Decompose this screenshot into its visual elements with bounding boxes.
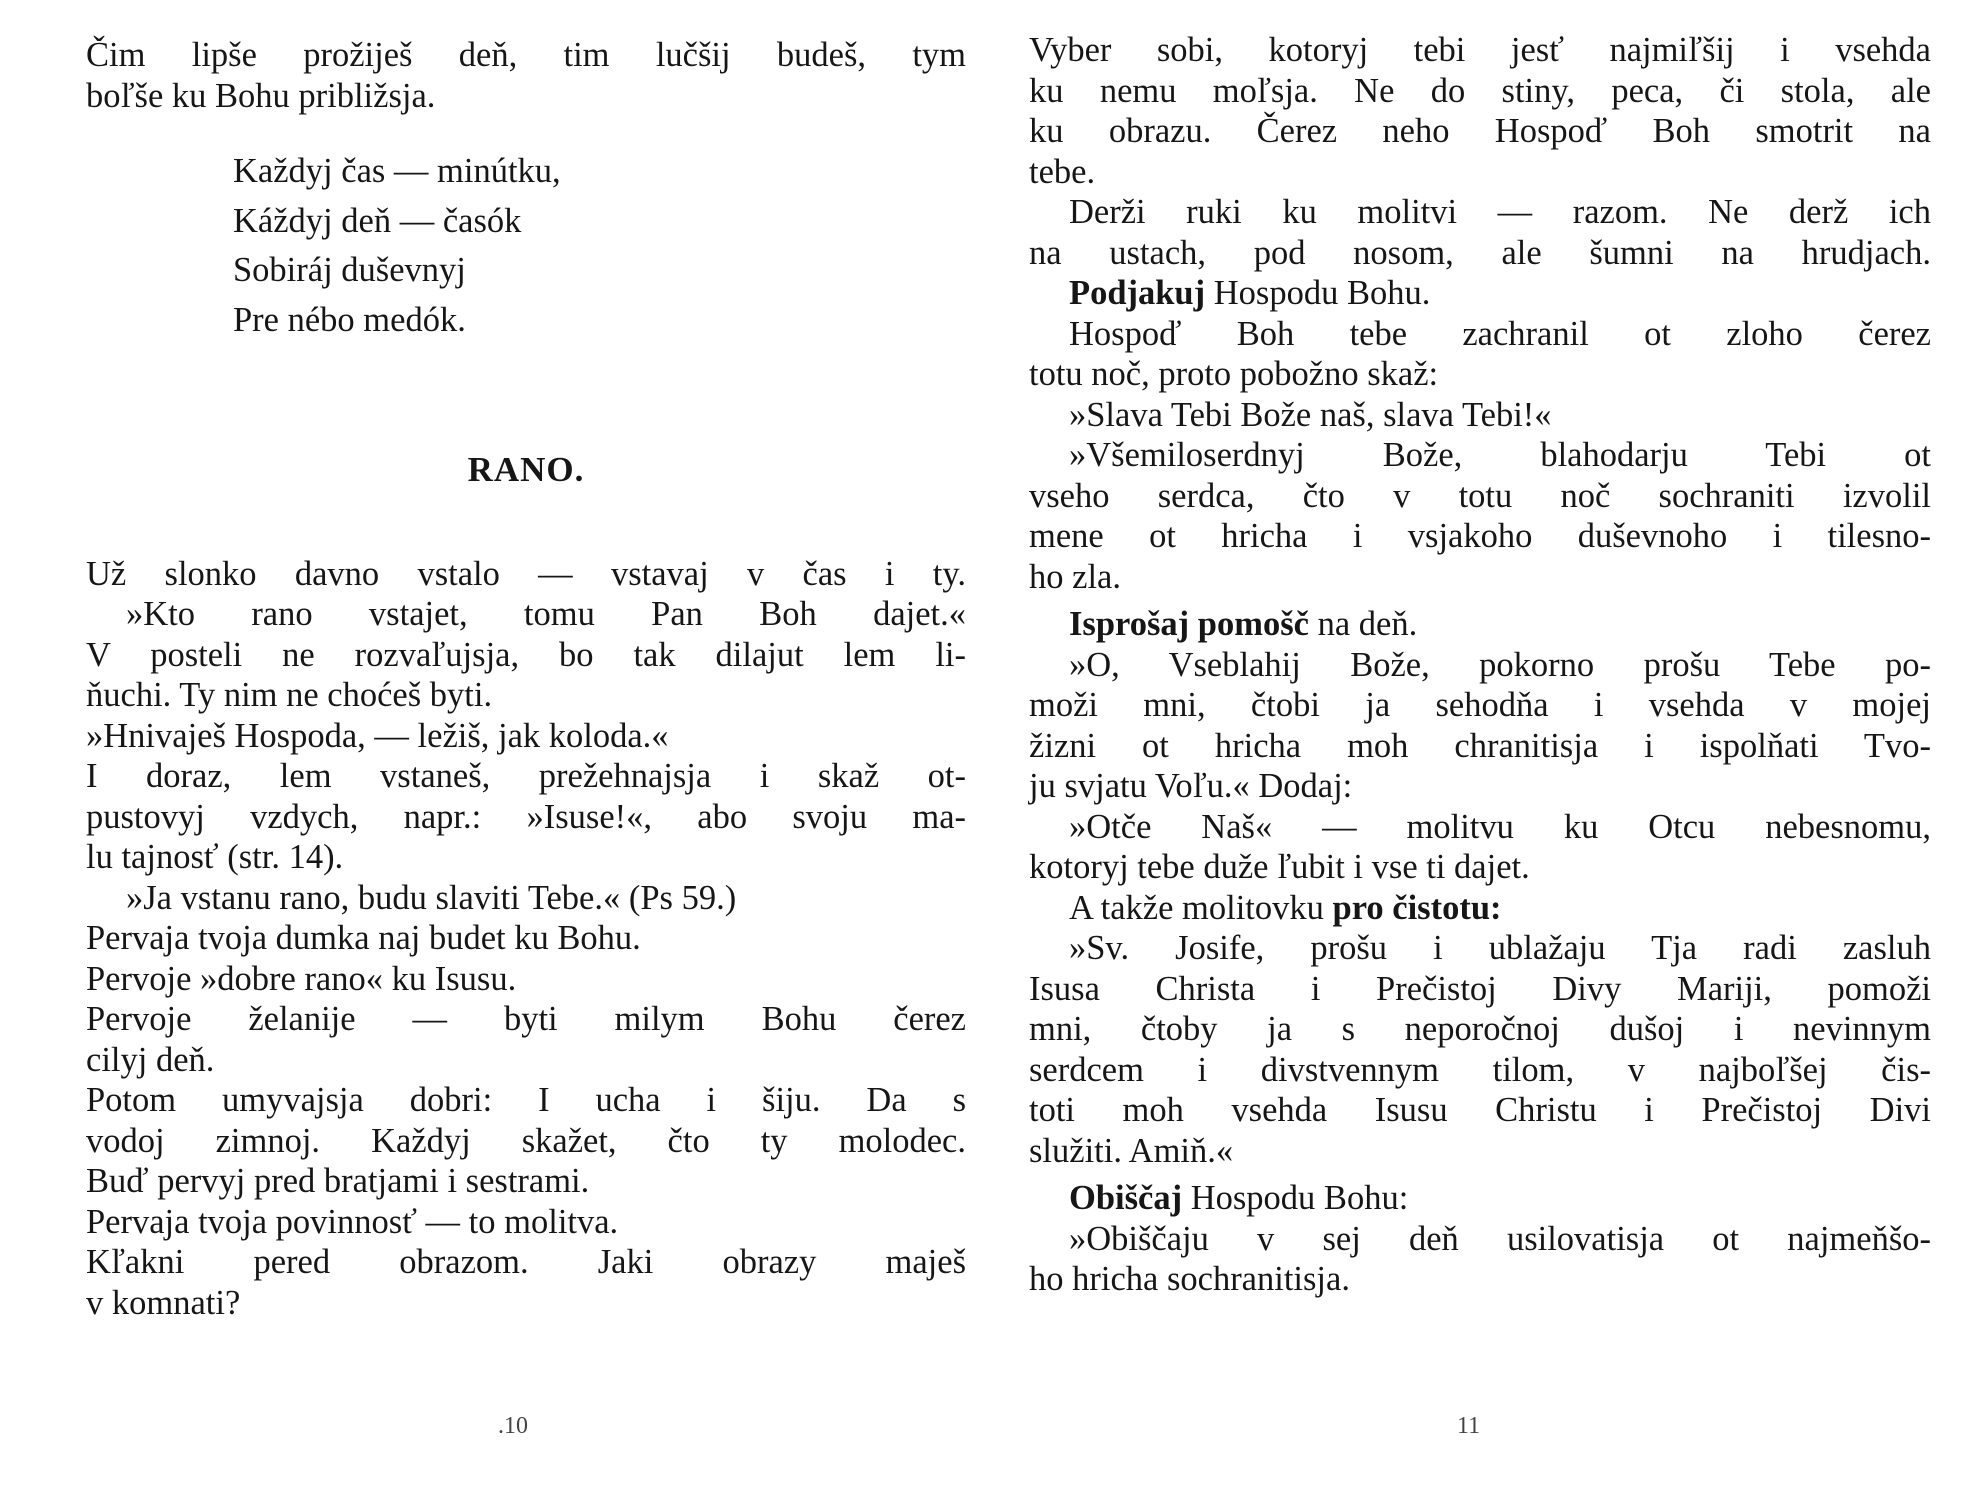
body-line: Vyber sobi, kotoryj tebi jesť najmiľšij i vsehda	[1029, 31, 1931, 69]
section-lead-text: Hospodu Bohu.	[1205, 274, 1431, 312]
body-line: kotoryj tebe duže ľubit i vse ti dajet.	[1029, 848, 1530, 886]
body-line: ňuchi. Ty nim ne choćeš byti.	[86, 676, 493, 714]
body-line: ju svjatu Voľu.« Dodaj:	[1029, 767, 1353, 805]
body-line: »Hnivaješ Hospoda, — ležiš, jak koloda.«	[86, 716, 669, 755]
body-line: vodoj zimnoj. Každyj skažet, čto ty molodec.	[86, 1121, 966, 1160]
body-line: »Kto rano vstajet, tomu Pan Boh dajet.«	[126, 595, 966, 633]
body-line: tebe.	[1029, 152, 1096, 191]
body-line: »Otče Naš« — molitvu ku Otcu nebesnomu,	[1069, 807, 1931, 846]
body-line: Pervaja tvoja dumka naj budet ku Bohu.	[86, 919, 641, 957]
body-line: Isusa Christa i Prečistoj Divy Mariji, pomoži	[1029, 969, 1931, 1008]
body-line: Hospoď Boh tebe zachranil ot zloho čerez	[1069, 314, 1931, 353]
body-line: na ustach, pod nosom, ale šumni na hrudjach.	[1029, 233, 1931, 272]
body-line: pustovyj vzdych, napr.: »Isuse!«, abo svoju ma-	[86, 797, 966, 836]
body-line: ku nemu moľsja. Ne do stiny, peca, či stola, ale	[1029, 71, 1931, 110]
section-lead-text: Hospodu Bohu:	[1182, 1179, 1409, 1217]
page-number: .10	[498, 1413, 528, 1439]
section-lead-text: na deň.	[1308, 605, 1418, 643]
section-lead-bold: Podjakuj	[1069, 274, 1206, 312]
body-line: v komnati?	[86, 1283, 241, 1322]
body-line: ho hricha sochranitisja.	[1029, 1260, 1350, 1298]
body-line: Buď pervyj pred bratjami i sestrami.	[86, 1162, 590, 1200]
body-line: cilyj deň.	[86, 1040, 215, 1079]
body-line: »Obiščaju v sej deň usilovatisja ot najmeňšo-	[1069, 1219, 1931, 1258]
body-line: Kľakni pered obrazom. Jaki obrazy maješ	[86, 1243, 966, 1281]
page-number: 11	[1457, 1413, 1481, 1439]
section-lead-bold: Isprošaj pomošč	[1069, 605, 1309, 643]
body-line: Pervaja tvoja povinnosť — to molitva.	[86, 1202, 619, 1241]
body-line: V posteli ne rozvaľujsja, bo tak dilajut lem li-	[86, 635, 966, 674]
body-line: moži mni, čtobi ja sehodňa i vsehda v mojej	[1029, 686, 1931, 724]
section-lead	[1029, 273, 1931, 314]
body-line: Derži ruki ku molitvi — razom. Ne derž ich	[1069, 193, 1931, 231]
poem-line: Káždyj deň — časók	[233, 201, 522, 240]
body-line: »Slava Tebi Bože naš, slava Tebi!«	[1069, 395, 1552, 434]
body-line: »Sv. Josife, prošu i ublažaju Tja radi zasluh	[1069, 929, 1931, 967]
body-line: totu noč, proto pobožno skaž:	[1029, 355, 1439, 393]
right-page	[987, 0, 1974, 1500]
body-line: Už slonko davno vstalo — vstavaj v čas i ty.	[86, 554, 966, 593]
body-line: serdcem i divstvennym tilom, v najboľšej čis-	[1029, 1050, 1931, 1089]
section-heading: RANO.	[467, 450, 585, 489]
section-lead-bold: pro čistotu:	[1332, 888, 1502, 927]
poem	[86, 151, 966, 340]
body-line: ho zla.	[1029, 557, 1121, 596]
section-lead	[1029, 888, 1931, 929]
section-lead	[1029, 604, 1931, 645]
intro-line: Čim lipše prožiješ deň, tim lučšij budeš, tym	[86, 36, 966, 74]
poem-line: Každyj čas — minútku,	[233, 152, 561, 190]
intro-line: boľše ku Bohu približsja.	[86, 76, 436, 115]
body-line: ku obrazu. Čerez neho Hospoď Boh smotrit na	[1029, 112, 1931, 150]
body-line: vseho serdca, čto v totu noč sochraniti izvolil	[1029, 476, 1931, 515]
right-text-column	[1029, 30, 1931, 1300]
body-line: lu tajnosť (str. 14).	[86, 838, 344, 876]
body-line: mni, čtoby ja s neporočnoj dušoj i nevinnym	[1029, 1010, 1931, 1048]
body-line: »Ja vstanu rano, budu slaviti Tebe.« (Ps 59.)	[126, 878, 737, 917]
body-line: toti moh vsehda Isusu Christu i Prečistoj Divi	[1029, 1091, 1931, 1129]
body-line: mene ot hricha i vsjakoho duševnoho i tilesno-	[1029, 517, 1931, 555]
poem-line: Sobiráj duševnyj	[233, 251, 466, 289]
body-line: služiti. Amiň.«	[1029, 1131, 1234, 1170]
body-line: I doraz, lem vstaneš, prežehnajsja i skaž ot-	[86, 757, 966, 795]
section-lead-text: A takže molitovku	[1069, 888, 1333, 927]
body-line: Pervoje »dobre rano« ku Isusu.	[86, 959, 517, 998]
body-line: Pervoje želanije — byti milym Bohu čerez	[86, 1000, 966, 1038]
poem-line: Pre nébo medók.	[233, 300, 466, 339]
section-lead-bold: Obiščaj	[1069, 1179, 1183, 1217]
left-text-column	[86, 35, 966, 1323]
section-lead	[1029, 1178, 1931, 1219]
body-line: »O, Vseblahij Bože, pokorno prošu Tebe po-	[1069, 645, 1931, 684]
body-line: žizni ot hricha moh chranitisja i ispolňati Tvo-	[1029, 726, 1931, 765]
body-line: Potom umyvajsja dobri: I ucha i šiju. Da s	[86, 1081, 966, 1119]
body-line: »Všemiloserdnyj Bože, blahodarju Tebi ot	[1069, 436, 1931, 474]
